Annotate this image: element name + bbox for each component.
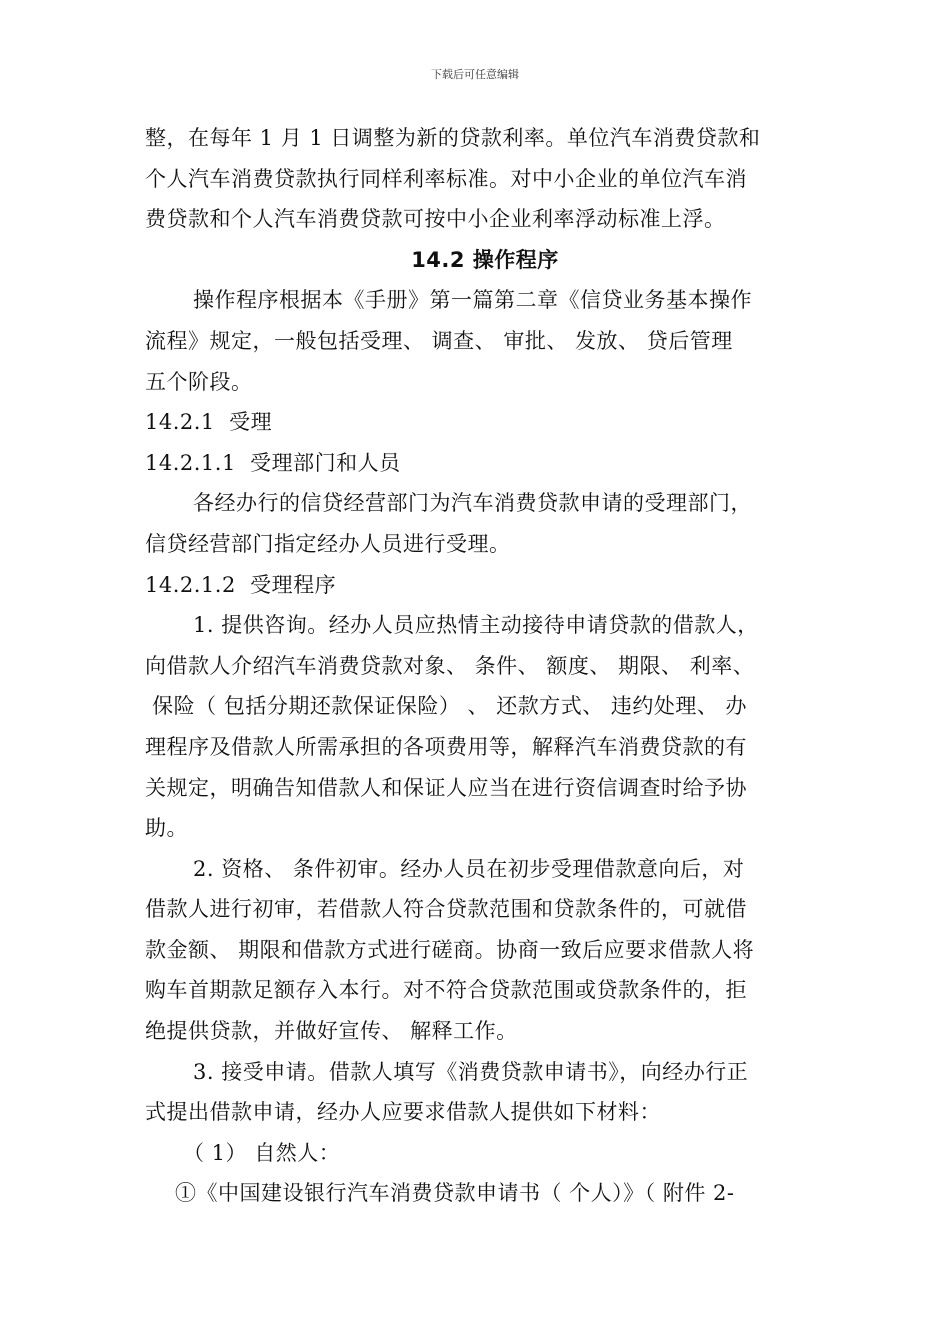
subsection-heading: 14.2.1.2 受理程序: [145, 572, 337, 597]
paragraph-line: 助。: [145, 816, 188, 841]
paragraph-line: 个人汽车消费贷款执行同样利率标准。对中小企业的单位汽车消: [145, 166, 747, 191]
paragraph-line: 关规定，明确告知借款人和保证人应当在进行资信调查时给予协: [145, 775, 747, 800]
paragraph-line: 向借款人介绍汽车消费贷款对象、 条件、 额度、 期限、 利率、: [145, 653, 755, 678]
document-body: [145, 118, 825, 1214]
section-heading: 14.2 操作程序: [411, 247, 559, 272]
subsection-heading: 14.2.1.1 受理部门和人员: [145, 450, 401, 475]
paragraph-line: 1. 提供咨询。经办人员应热情主动接待申请贷款的借款人，: [193, 613, 759, 638]
paragraph-line: 3. 接受申请。借款人填写《消费贷款申请书》，向经办行正: [193, 1059, 749, 1084]
paragraph-line: 绝提供贷款，并做好宣传、 解释工作。: [145, 1019, 518, 1044]
paragraph-line: 费贷款和个人汽车消费贷款可按中小企业利率浮动标准上浮。: [145, 207, 726, 232]
paragraph-line: 购车首期款足额存入本行。对不符合贷款范围或贷款条件的，拒: [145, 978, 747, 1003]
paragraph-line: 款金额、 期限和借款方式进行磋商。协商一致后应要求借款人将: [145, 937, 755, 962]
paragraph-line: 流程》规定，一般包括受理、 调查、 审批、 发放、 贷后管理: [145, 328, 733, 353]
paragraph-line: 理程序及借款人所需承担的各项费用等，解释汽车消费贷款的有: [145, 734, 747, 759]
paragraph-line: 借款人进行初审，若借款人符合贷款范围和贷款条件的，可就借: [145, 897, 747, 922]
subsection-heading: 14.2.1 受理: [145, 410, 273, 435]
paragraph-line: 各经办行的信贷经营部门为汽车消费贷款申请的受理部门，: [193, 491, 752, 516]
paragraph-line: 整，在每年 1 月 1 日调整为新的贷款利率。单位汽车消费贷款和: [145, 126, 761, 150]
paragraph-line: 2. 资格、 条件初审。经办人员在初步受理借款意向后，对: [193, 856, 745, 881]
paragraph-line: 保险（ 包括分期还款保证保险） 、 还款方式、 违约处理、 办: [145, 694, 748, 719]
paragraph-line: 五个阶段。: [145, 369, 253, 394]
list-item: ①《中国建设银行汽车消费贷款申请书（ 个人）》（ 附件 2-: [175, 1181, 735, 1206]
paragraph-line: 操作程序根据本《手册》第一篇第二章《信贷业务基本操作: [193, 288, 752, 313]
page-header-note: 下载后可任意编辑: [431, 68, 519, 81]
list-item: （ 1） 自然人：: [183, 1140, 341, 1165]
paragraph-line: 式提出借款申请，经办人应要求借款人提供如下材料：: [145, 1100, 661, 1125]
paragraph-line: 信贷经营部门指定经办人员进行受理。: [145, 531, 511, 556]
